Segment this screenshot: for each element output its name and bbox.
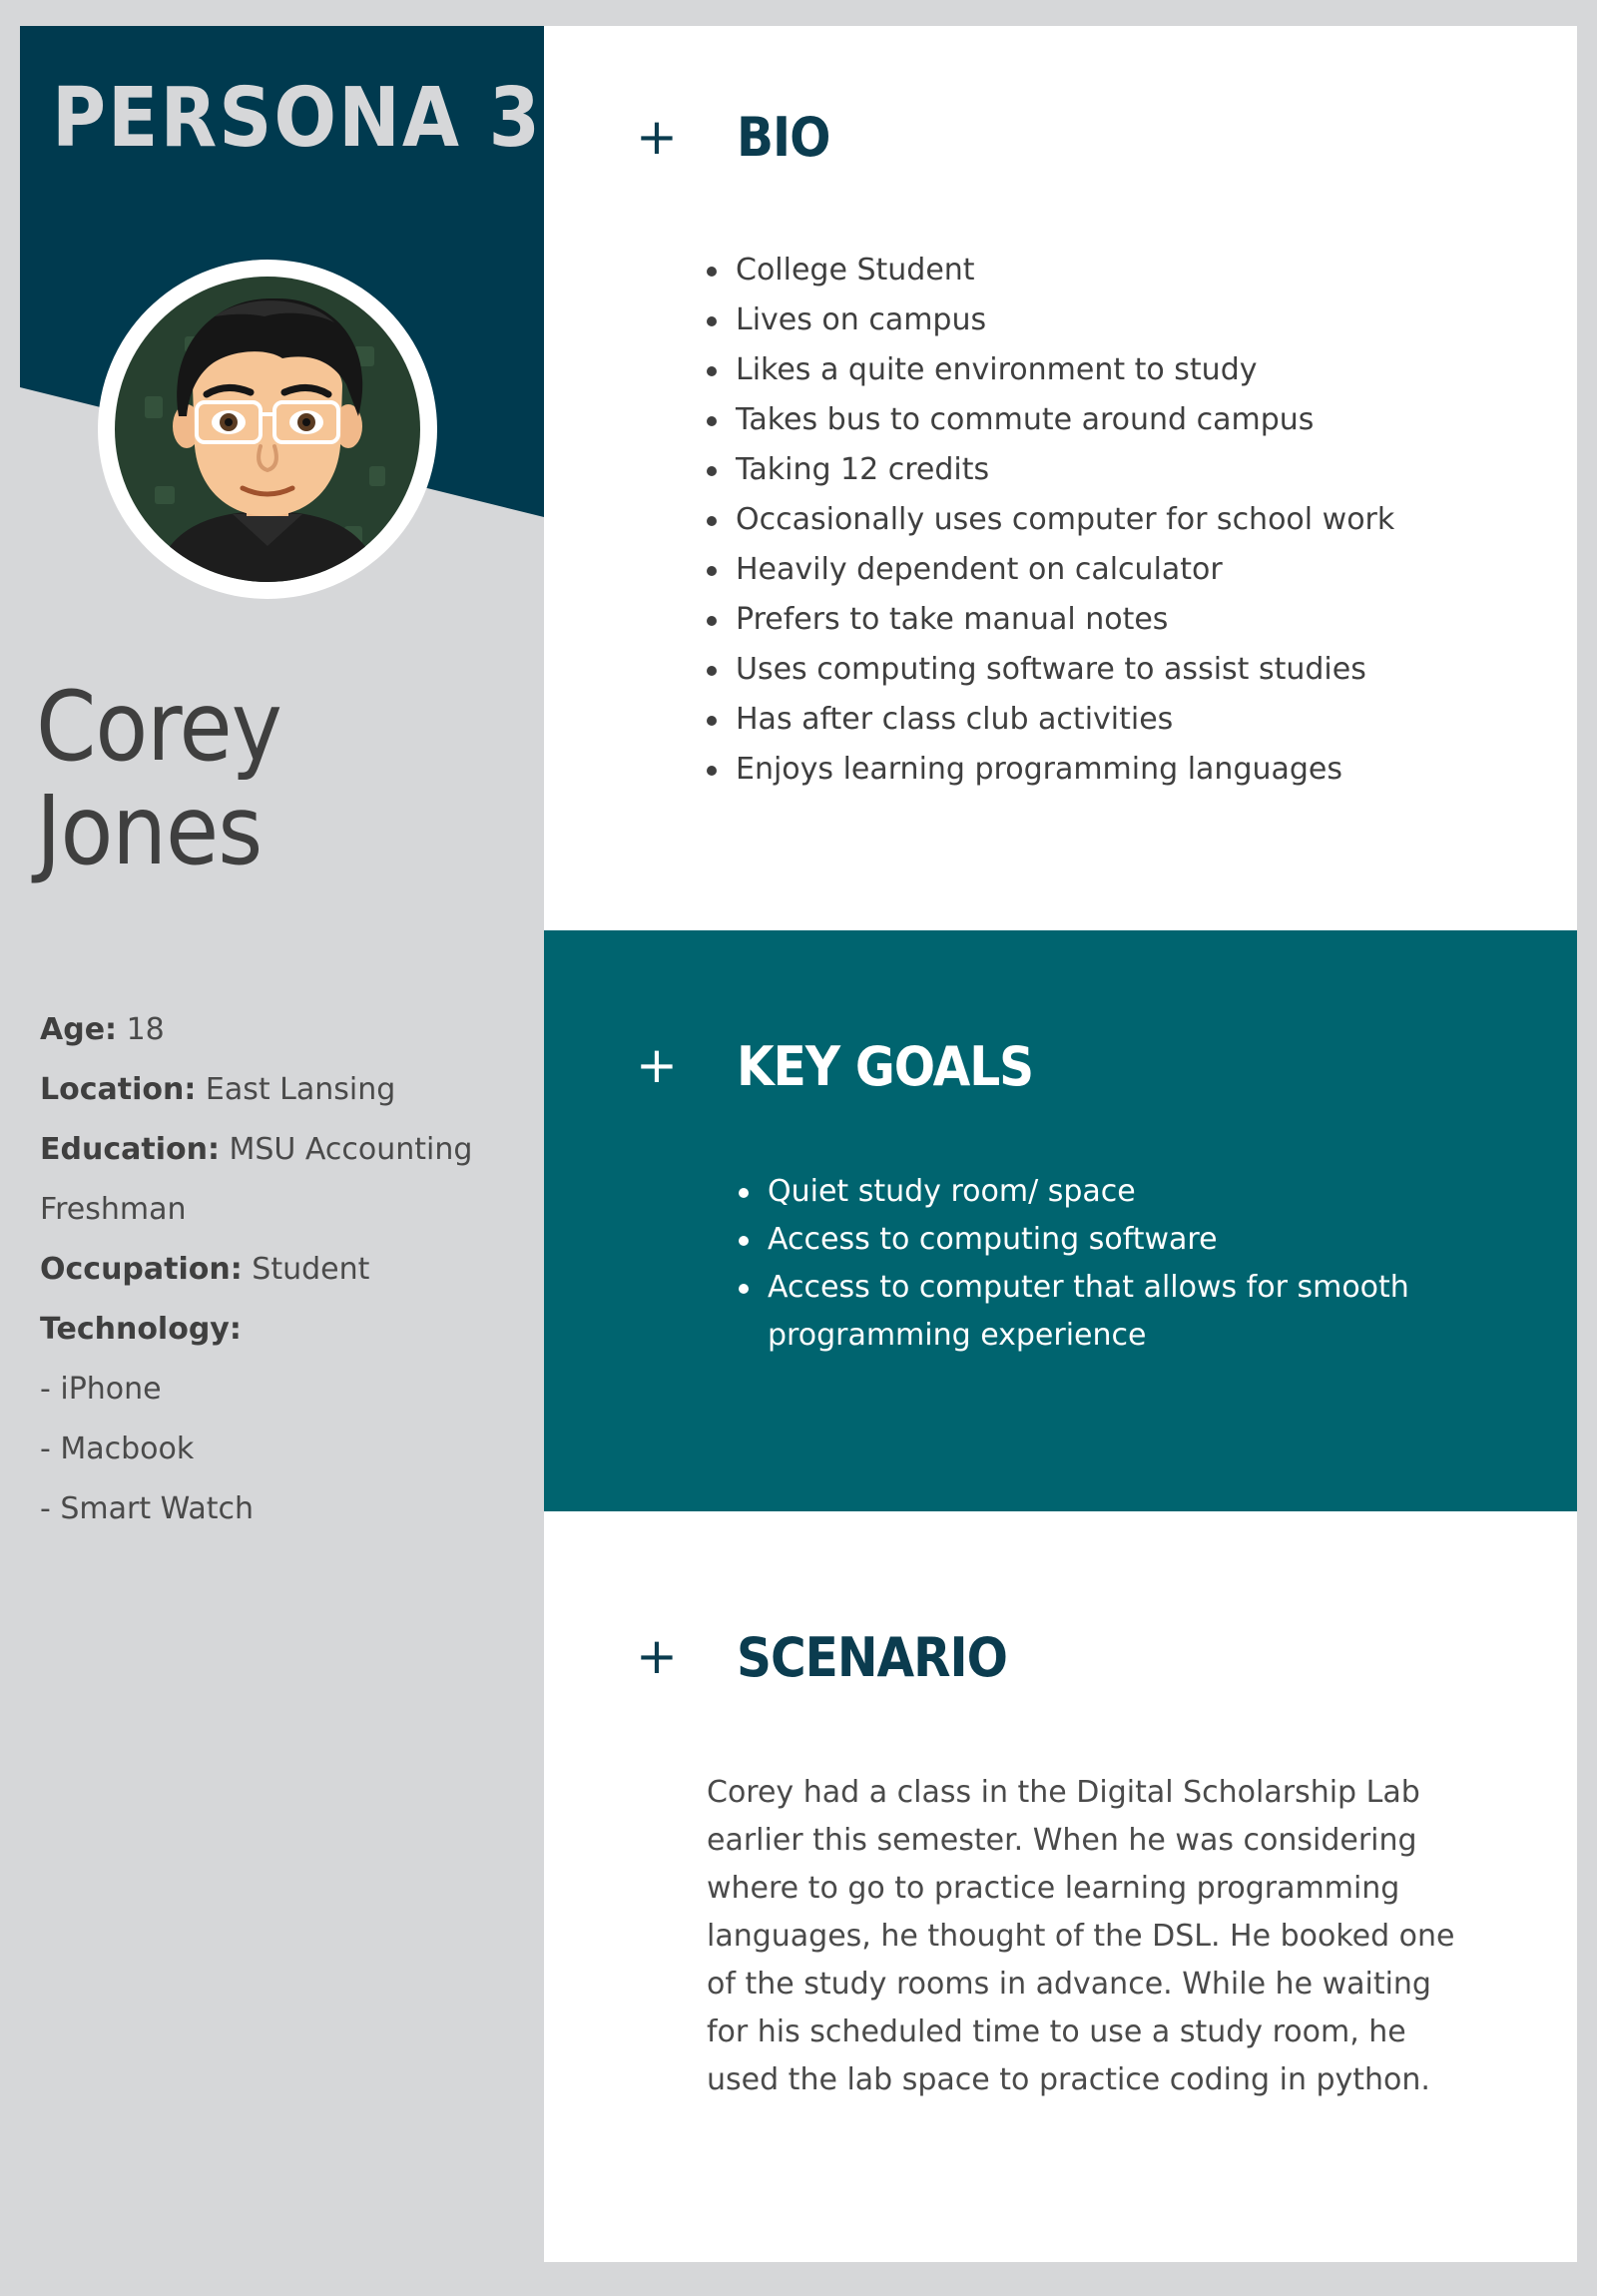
detail-education-continued — [40, 1180, 539, 1240]
cartoon-avatar-icon — [115, 277, 420, 582]
scenario-heading: SCENARIO — [737, 1626, 1007, 1689]
detail-label: Education: — [40, 1132, 220, 1167]
list-item: Has after class club activities — [699, 695, 1517, 745]
scenario-section — [544, 1511, 1577, 2262]
persona-content — [544, 26, 1577, 2262]
bio-list — [699, 246, 1517, 795]
list-item: Heavily dependent on calculator — [699, 545, 1517, 595]
detail-value: Student — [252, 1252, 370, 1287]
technology-item: - Macbook — [40, 1432, 195, 1466]
list-item: Takes bus to commute around campus — [699, 395, 1517, 445]
detail-value: 18 — [126, 1012, 165, 1047]
list-item: Access to computer that allows for smooth programming experience — [731, 1264, 1529, 1360]
detail-label: Occupation: — [40, 1252, 243, 1287]
list-item: Enjoys learning programming languages — [699, 745, 1517, 795]
key-goals-section — [544, 930, 1577, 1511]
bio-heading: BIO — [737, 106, 830, 169]
detail-age — [40, 1000, 539, 1060]
detail-technology — [40, 1300, 539, 1360]
list-item: Lives on campus — [699, 295, 1517, 345]
key-goals-heading: KEY GOALS — [737, 1035, 1034, 1098]
plus-icon: + — [636, 108, 678, 166]
list-item: Access to computing software — [731, 1216, 1529, 1264]
persona-details — [40, 1000, 539, 1539]
plus-icon: + — [636, 1627, 678, 1685]
persona-first-name: Corey — [36, 671, 281, 783]
detail-location — [40, 1060, 539, 1120]
detail-value: Freshman — [40, 1192, 187, 1227]
persona-sidebar — [20, 26, 544, 2262]
list-item: Quiet study room/ space — [731, 1168, 1529, 1216]
detail-education — [40, 1120, 539, 1180]
detail-value: MSU Accounting — [229, 1132, 473, 1167]
plus-icon: + — [636, 1036, 678, 1094]
list-item: Likes a quite environment to study — [699, 345, 1517, 395]
technology-item: - Smart Watch — [40, 1491, 255, 1526]
detail-label: Location: — [40, 1072, 197, 1107]
scenario-text: Corey had a class in the Digital Scholarship Lab earlier this semester. When he was considering where to go to practice learning programming languages, he thought of the DSL. He booked one of the study rooms in advance. While he waiting for his scheduled time to use a study room, he used the lab space to practice coding in python. — [707, 1775, 1455, 2097]
technology-item: - iPhone — [40, 1372, 162, 1407]
detail-label: Technology: — [40, 1312, 242, 1347]
detail-label: Age: — [40, 1012, 118, 1047]
list-item: Occasionally uses computer for school work — [699, 495, 1517, 545]
list-item: Uses computing software to assist studies — [699, 645, 1517, 695]
persona-name — [36, 671, 281, 886]
key-goals-list — [731, 1168, 1529, 1360]
detail-occupation — [40, 1240, 539, 1300]
detail-value: East Lansing — [205, 1072, 396, 1107]
persona-last-name: Jones — [36, 775, 263, 886]
bio-section — [544, 26, 1577, 930]
list-item: College Student — [699, 246, 1517, 295]
persona-title: PERSONA 3 — [52, 71, 542, 166]
list-item: Taking 12 credits — [699, 445, 1517, 495]
list-item: Prefers to take manual notes — [699, 595, 1517, 645]
avatar — [98, 260, 437, 599]
